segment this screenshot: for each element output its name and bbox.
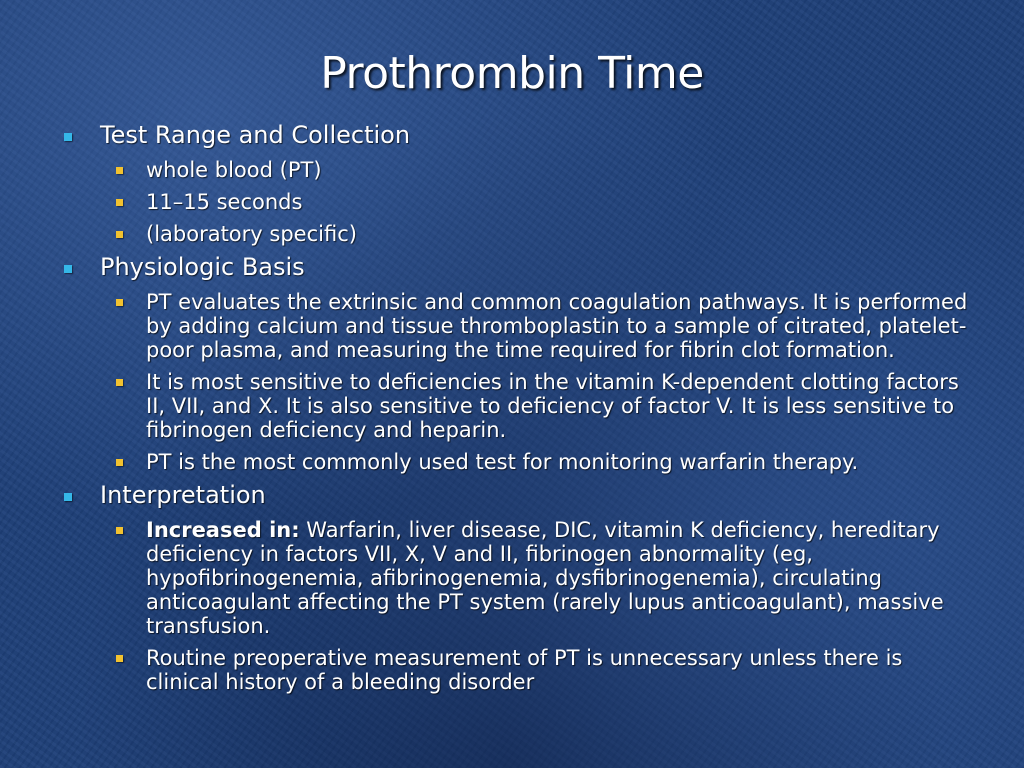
list-item-text: Warfarin, liver disease, DIC, vitamin K deficiency, hereditary deficiency in factors VII, X, V and II, fibrinogen abnormality (eg, hypofibrinogenemia, afibrinogenemia, dysfibrinogenemia), circulating anticoagulant affecting the PT system (rarely lupus anticoagulant), massive transfusion. — [146, 518, 944, 638]
list-item — [100, 190, 978, 214]
square-bullet-icon — [116, 527, 123, 534]
list-item-label: Increased in: — [146, 518, 300, 542]
list-item — [100, 450, 978, 474]
list-item — [100, 222, 978, 246]
square-bullet-icon — [64, 133, 72, 141]
square-bullet-icon — [116, 167, 123, 174]
list-item-text: It is most sensitive to deficiencies in the vitamin K-dependent clotting factors II, VII, and X. It is also sensitive to deficiency of factor V. It is less sensitive to fibrinogen deficiency and heparin. — [146, 370, 959, 442]
list-item — [100, 158, 978, 182]
square-bullet-icon — [116, 379, 123, 386]
section-physiologic-basis — [58, 252, 978, 474]
square-bullet-icon — [116, 655, 123, 662]
section-test-range — [58, 120, 978, 246]
section-heading: Test Range and Collection — [100, 121, 411, 149]
section-heading: Interpretation — [100, 481, 266, 509]
square-bullet-icon — [116, 299, 123, 306]
list-item-text: Routine preoperative measurement of PT is unnecessary unless there is clinical history of a bleeding disorder — [146, 646, 903, 694]
list-item-text: whole blood (PT) — [146, 158, 322, 182]
square-bullet-icon — [116, 459, 123, 466]
section-heading: Physiologic Basis — [100, 253, 305, 281]
list-item — [100, 290, 978, 362]
section-interpretation — [58, 480, 978, 694]
list-item — [100, 646, 978, 694]
slide-title: Prothrombin Time — [320, 48, 704, 99]
square-bullet-icon — [64, 265, 72, 273]
square-bullet-icon — [64, 493, 72, 501]
square-bullet-icon — [116, 199, 123, 206]
list-item-text: (laboratory specific) — [146, 222, 357, 246]
list-item-text: 11–15 seconds — [146, 190, 303, 214]
list-item-text: PT is the most commonly used test for monitoring warfarin therapy. — [146, 450, 859, 474]
slide-body — [58, 120, 978, 696]
list-item-text: PT evaluates the extrinsic and common coagulation pathways. It is performed by adding calcium and tissue thromboplastin to a sample of citrated, platelet-poor plasma, and measuring the time required for fibrin clot formation. — [146, 290, 968, 362]
square-bullet-icon — [116, 231, 123, 238]
list-item — [100, 518, 978, 638]
list-item — [100, 370, 978, 442]
